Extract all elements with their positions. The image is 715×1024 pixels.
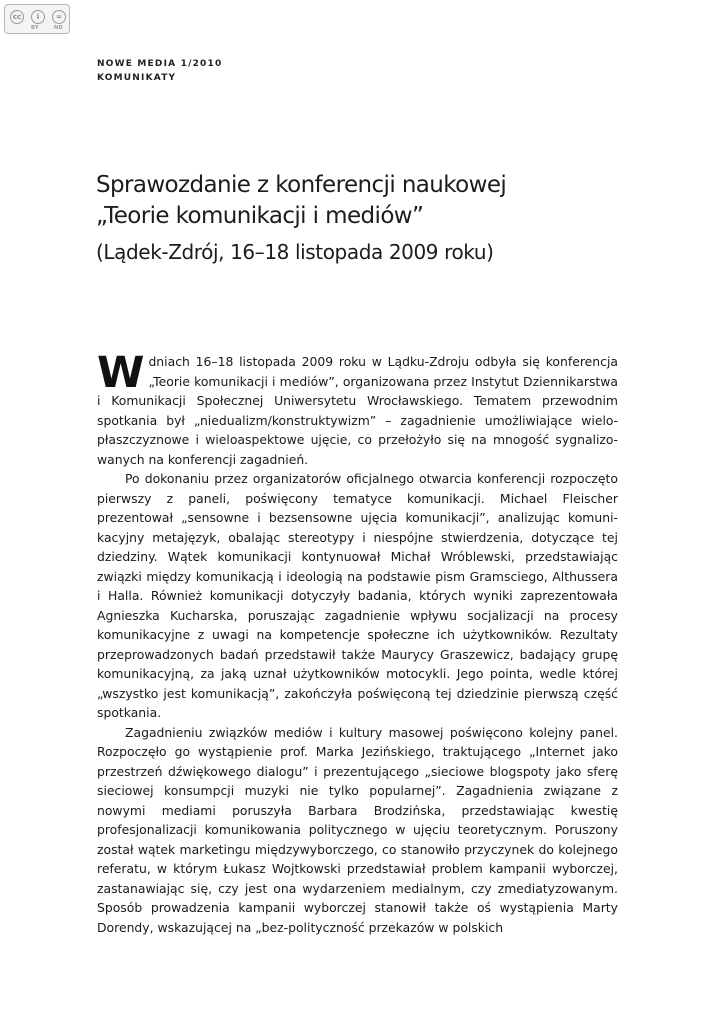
creative-commons-license-badge[interactable] [4, 4, 70, 34]
running-head [97, 57, 222, 85]
nd-label: ND [54, 25, 63, 31]
journal-name: NOWE MEDIA 1/2010 [97, 59, 223, 69]
drop-cap: W [97, 348, 145, 398]
no-derivatives-icon: = [52, 10, 66, 24]
subtitle: (Lądek-Zdrój, 16–18 listopada 2009 roku) [96, 240, 494, 264]
paragraph-1-text: dniach 16–18 listopada 2009 roku w Lądku-Zdroju odbyła się konferencja „Teorie komunikacji i mediów”, organizowana przez Instytut Dziennikarstwa i Komunikacji Społecznej Uniwersytetu Wrocławskiego. Tematem przewodnim spotkania był „niedualizm/konstruktywizm” – zagadnienie umożliwiające wielopłaszczyznowe i wieloaspektowe ujęcie, co przełożyło się na mnogość sygnalizowanych na konferencji zagadnień. [97, 354, 618, 467]
section-name: KOMUNIKATY [97, 73, 177, 83]
article-body [97, 348, 618, 937]
title-line-1: Sprawozdanie z konferencji naukowej [96, 172, 507, 198]
by-label: BY [31, 25, 39, 31]
attribution-icon: i [31, 10, 45, 24]
title-line-2: „Teorie komunikacji i mediów” [96, 203, 424, 229]
article-title-block [96, 170, 656, 266]
cc-icon: cc [10, 10, 24, 24]
paragraph-3: Zagadnieniu związków mediów i kultury masowej poświęcono kolejny panel. Rozpoczęło go wystąpienie prof. Marka Jezińskiego, traktującego „Internet jako przestrzeń dźwiękowego dialogu” i prezentującego „sieciowe blogspoty jako sferę sieciowej konsumpcji muzyki nie tylko popularnej”. Zagadnienia związane z nowymi mediami poruszyła Barbara Brodzińska, przedstawiając kwestię profesjonalizacji komunikowania politycznego w ujęciu teoretycznym. Poruszony został wątek marketingu międzywyborczego, co stanowiło przyczynek do kolejnego referatu, w którym Łukasz Wojtkowski przedstawiał problem kampanii wyborczej, zastanawiając się, czy jest ona wydarzeniem medialnym, czy zmediatyzowanym. Sposób prowadzenia kampanii wyborczej stanowił także oś wystąpienia Marty Dorendy, wskazującej na „bez-polityczność przekazów w polskich [97, 724, 618, 935]
paragraph-2: Po dokonaniu przez organizatorów oficjalnego otwarcia konferencji rozpoczęto pierwszy z paneli, poświęcony tematyce komunikacji. Michael Fleischer prezentował „sensowne i bezsensowne ujęcia komunikacji”, analizując komunikacyjny metajęzyk, obalając stereotypy i niespójne stwierdzenia, dotyczące tej dziedziny. Wątek komunikacji kontynuował Michał Wróblewski, przedstawiając związki między komunikacją i ideologią na podstawie pism Gramsciego, Althussera i Halla. Również komunikacji dotyczyły badania, których wyniki zaprezentowała Agnieszka Kucharska, poruszając zagadnienie wpływu socjalizacji na procesy komunikacyjne z uwagi na kompetencje społeczne ich użytkowników. Rezultaty przeprowadzonych badań przedstawił także Maurycy Graszewicz, badający grupę komunikacyjną, za jaką uznał użytkowników motocykli. Jego pointa, wedle której „wszystko jest komunikacją”, zakończyła poświęconą tej dziedzinie pierwszą część spotkania. [97, 471, 618, 720]
paragraph-1 [97, 348, 618, 469]
